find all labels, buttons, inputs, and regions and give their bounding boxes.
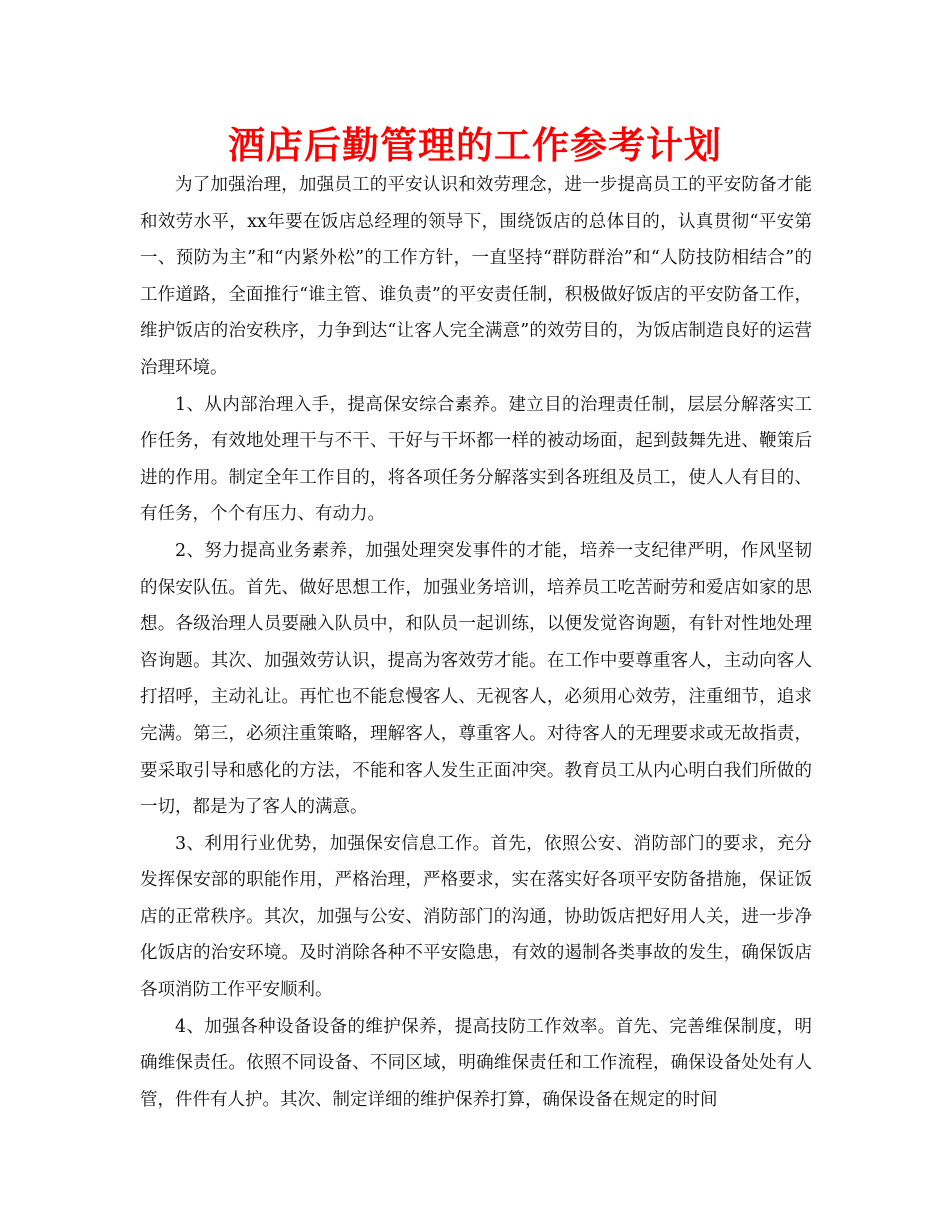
paragraph-1: 1、从内部治理入手，提高保安综合素养。建立目的治理责任制，层层分解落实工作任务，有效地处理干与不干、干好与干坏都一样的被动场面，起到鼓舞先进、鞭策后进的作用。制定全年工作目的，将各项任务分解落实到各班组及员工，使人人有目的、有任务，个个有压力、有动力。	[140, 394, 812, 525]
document-title: 酒店后勤管理的工作参考计划	[228, 124, 722, 167]
paragraph-3: 3、利用行业优势，加强保安信息工作。首先，依照公安、消防部门的要求，充分发挥保安部的职能作用，严格治理，严格要求，实在落实好各项平安防备措施，保证饭店的正常秩序。其次，加强与公安、消防部门的沟通，协助饭店把好用人关，进一步净化饭店的治安环境。及时消除各种不平安隐患，有效的遏制各类事故的发生，确保饭店各项消防工作平安顺利。	[140, 833, 812, 1001]
paragraph-4: 4、加强各种设备设备的维护保养，提高技防工作效率。首先、完善维保制度，明确维保责任。依照不同设备、不同区域，明确维保责任和工作流程，确保设备处处有人管，件件有人护。其次、制定详细的维护保养打算，确保设备在规定的时间	[140, 1016, 812, 1110]
intro-paragraph: 为了加强治理，加强员工的平安认识和效劳理念，进一步提高员工的平安防备才能和效劳水平，xx年要在饭店总经理的领导下，围绕饭店的总体目的，认真贯彻“平安第一、预防为主”和“内紧外松”的工作方针，一直坚持“群防群治”和“人防技防相结合”的工作道路，全面推行“谁主管、谁负责”的平安责任制，积极做好饭店的平安防备工作，维护饭店的治安秩序，力争到达“让客人完全满意”的效劳目的，为饭店制造良好的运营治理环境。	[140, 175, 812, 378]
document-body	[140, 167, 812, 1118]
paragraph-2: 2、努力提高业务素养，加强处理突发事件的才能，培养一支纪律严明，作风坚韧的保安队伍。首先、做好思想工作，加强业务培训，培养员工吃苦耐劳和爱店如家的思想。各级治理人员要融入队员中，和队员一起训练，以便发觉咨询题，有针对性地处理咨询题。其次、加强效劳认识，提高为客效劳才能。在工作中要尊重客人，主动向客人打招呼，主动礼让。再忙也不能怠慢客人、无视客人，必须用心效劳，注重细节，追求完满。第三，必须注重策略，理解客人，尊重客人。对待客人的无理要求或无故指责，要采取引导和感化的方法，不能和客人发生正面冲突。教育员工从内心明白我们所做的一切，都是为了客人的满意。	[140, 540, 812, 818]
